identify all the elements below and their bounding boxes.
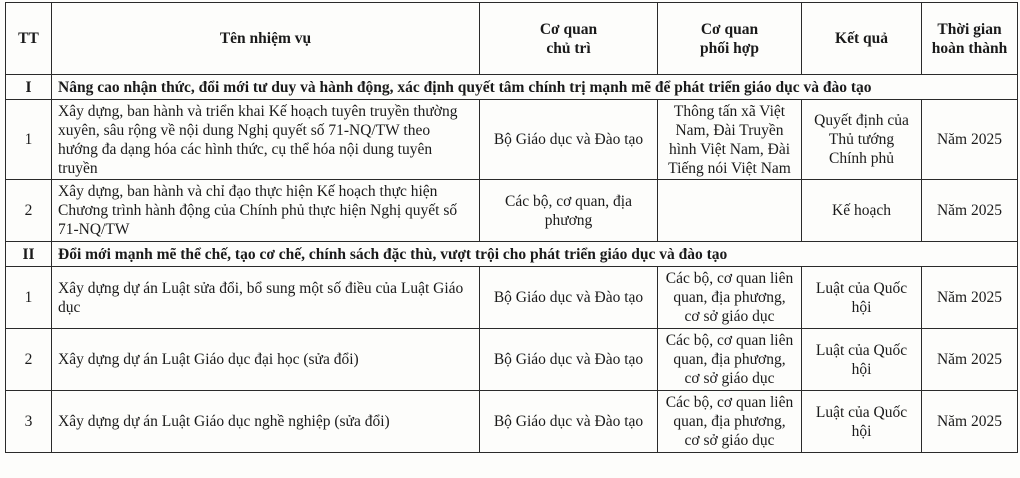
row-result: Luật của Quốc hội <box>802 329 922 391</box>
document-page <box>5 2 1017 453</box>
header-task: Tên nhiệm vụ <box>52 3 480 75</box>
header-completion-time: Thời gian hoàn thành <box>922 3 1018 75</box>
table-row <box>6 267 1018 329</box>
row-result: Quyết định của Thủ tướng Chính phủ <box>802 100 922 180</box>
row-number: 3 <box>6 391 52 453</box>
row-lead-agency: Bộ Giáo dục và Đào tạo <box>480 329 658 391</box>
section-row <box>6 242 1018 267</box>
row-completion-time: Năm 2025 <box>922 180 1018 242</box>
row-task: Xây dựng, ban hành và triển khai Kế hoạch tuyên truyền thường xuyên, sâu rộng về nội dung Nghị quyết số 71-NQ/TW theo hướng đa dạng hóa các hình thức, cụ thể hóa nội dung tuyên truyền <box>52 100 480 180</box>
header-result: Kết quả <box>802 3 922 75</box>
row-task: Xây dựng dự án Luật sửa đổi, bổ sung một số điều của Luật Giáo dục <box>52 267 480 329</box>
section-row <box>6 75 1018 100</box>
row-coordinating-agency: Các bộ, cơ quan liên quan, địa phương, cơ sở giáo dục <box>658 267 802 329</box>
section-title: Đổi mới mạnh mẽ thể chế, tạo cơ chế, chính sách đặc thù, vượt trội cho phát triển giáo dục và đào tạo <box>52 242 1018 267</box>
header-lead-agency: Cơ quan chủ trì <box>480 3 658 75</box>
row-result: Luật của Quốc hội <box>802 267 922 329</box>
task-table <box>5 2 1018 453</box>
table-row <box>6 329 1018 391</box>
row-completion-time: Năm 2025 <box>922 329 1018 391</box>
row-coordinating-agency: Các bộ, cơ quan liên quan, địa phương, cơ sở giáo dục <box>658 391 802 453</box>
table-row <box>6 100 1018 180</box>
row-lead-agency: Bộ Giáo dục và Đào tạo <box>480 267 658 329</box>
row-lead-agency: Bộ Giáo dục và Đào tạo <box>480 391 658 453</box>
row-lead-agency: Các bộ, cơ quan, địa phương <box>480 180 658 242</box>
header-tt: TT <box>6 3 52 75</box>
row-completion-time: Năm 2025 <box>922 267 1018 329</box>
row-completion-time: Năm 2025 <box>922 391 1018 453</box>
row-task: Xây dựng dự án Luật Giáo dục nghề nghiệp (sửa đổi) <box>52 391 480 453</box>
row-task: Xây dựng, ban hành và chỉ đạo thực hiện Kế hoạch thực hiện Chương trình hành động của Chính phủ thực hiện Nghị quyết số 71-NQ/TW <box>52 180 480 242</box>
row-coordinating-agency: Thông tấn xã Việt Nam, Đài Truyền hình Việt Nam, Đài Tiếng nói Việt Nam <box>658 100 802 180</box>
section-title: Nâng cao nhận thức, đổi mới tư duy và hành động, xác định quyết tâm chính trị mạnh mẽ để phát triển giáo dục và đào tạo <box>52 75 1018 100</box>
row-result: Kế hoạch <box>802 180 922 242</box>
table-row <box>6 180 1018 242</box>
row-coordinating-agency: Các bộ, cơ quan liên quan, địa phương, cơ sở giáo dục <box>658 329 802 391</box>
row-number: 2 <box>6 329 52 391</box>
row-number: 2 <box>6 180 52 242</box>
row-lead-agency: Bộ Giáo dục và Đào tạo <box>480 100 658 180</box>
row-coordinating-agency <box>658 180 802 242</box>
row-result: Luật của Quốc hội <box>802 391 922 453</box>
header-coordinating-agency: Cơ quan phối hợp <box>658 3 802 75</box>
section-number: II <box>6 242 52 267</box>
row-number: 1 <box>6 267 52 329</box>
table-row <box>6 391 1018 453</box>
header-row <box>6 3 1018 75</box>
row-completion-time: Năm 2025 <box>922 100 1018 180</box>
section-number: I <box>6 75 52 100</box>
row-task: Xây dựng dự án Luật Giáo dục đại học (sửa đổi) <box>52 329 480 391</box>
row-number: 1 <box>6 100 52 180</box>
